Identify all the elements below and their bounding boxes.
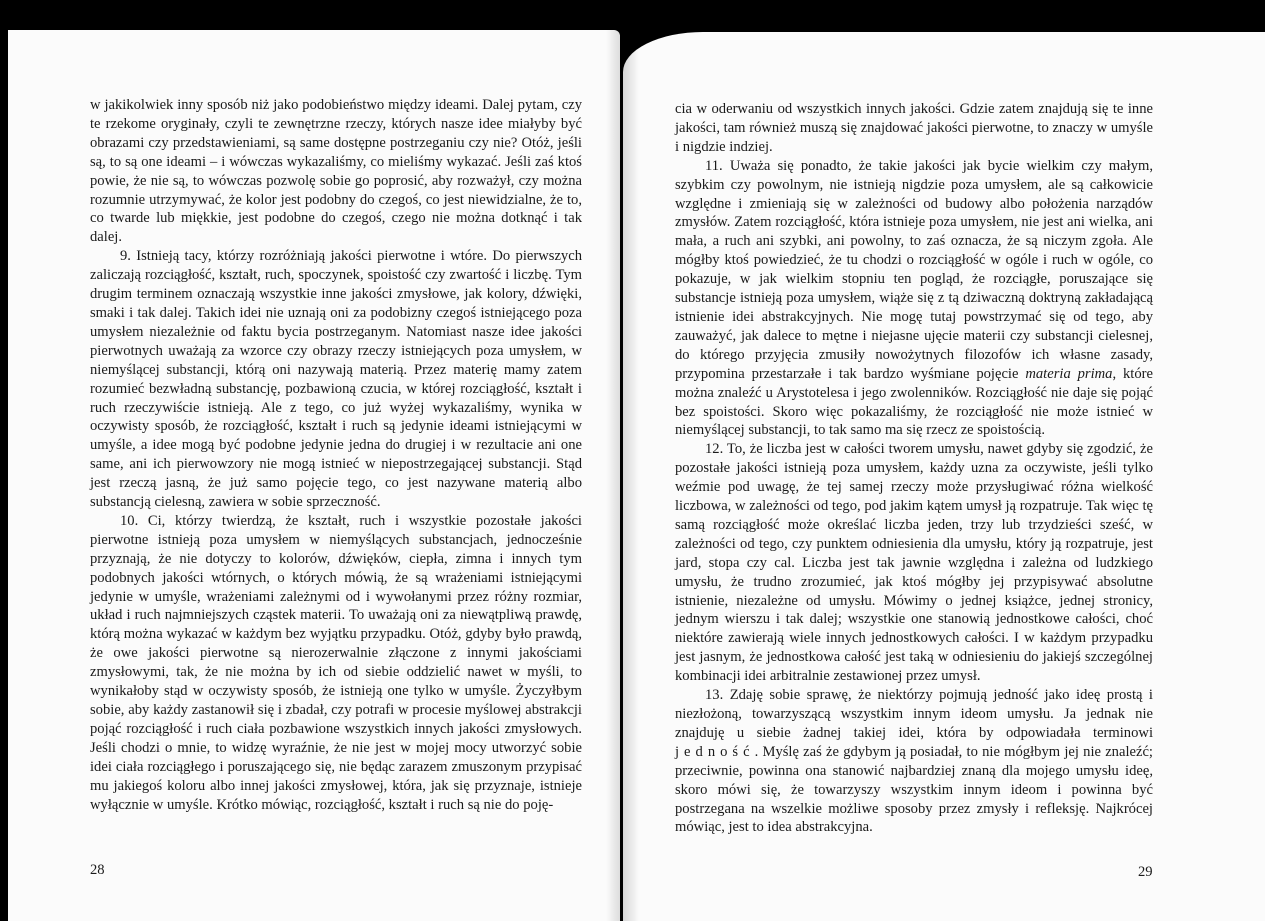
paragraph-right-2-start: 11. Uważa się ponadto, że takie jakości jak bycie wielkim czy małym, szybkim czy powolnym, nie istnieją nigdzie poza umysłem, ale są całkowicie względne i zmieniają się w zależności od budowy albo położenia narządów zmysłów. Zatem rozciągłość, która istnieje poza umysłem, nie jest ani wielka, ani mała, a ruch ani szybki, ani powolny, to zaś oznacza, że są niczym zgoła. Ale mógłby ktoś powiedzieć, że tu chodzi o rozciągłość w ogóle i ruch w ogóle, co pokazuje, w jak wielkim stopniu ten pogląd, że rozciągłe, poruszające się substancje istnieją poza umysłem, wiąże się z tą dziwaczną doktryną zakładającą istnienie idei abstrakcyjnych. Nie mogę tutaj powstrzymać się od tego, aby zauważyć, jak dalece to mętne i niejasne ujęcie materii czy substancji cielesnej, do którego przyjęcia zmusiły nowożytnych filozofów ich własne zasady, przypomina przestarzałe i tak bardzo wyśmiane pojęcie xyxy=(675,157,1153,382)
page-number-right: 29 xyxy=(1138,864,1153,880)
paragraph-right-4 xyxy=(675,686,1153,837)
paragraph-right-4-end: . Myślę zaś że gdybym ją posiadał, to nie mógłbym jej nie znaleźć; przeciwnie, powinna ona stanowić najbardziej znaną dla mojego umysłu ideę, skoro mówi się, że towarzyszy wszystkim innym ideom i powinna być postrzegana na wszelkie możliwe sposoby przez zmysły i refleksję. Najkrócej mówiąc, jest to idea abstrakcyjna. xyxy=(675,743,1153,836)
paragraph-left-3: 10. Ci, którzy twierdzą, że kształt, ruch i wszystkie pozostałe jakości pierwotne istnieją poza umysłem w niemyślących substancjach, jednocześnie przyznają, że nie dotyczy to kolorów, dźwięków, ciepła, zimna i innych tym podobnych jakości wtórnych, o których mówią, że są wrażeniami istniejącymi jedynie w umyśle, wrażeniami zależnymi od i wywołanymi przez różny rozmiar, układ i ruch najmniejszych cząstek materii. To uważają oni za niewątpliwą prawdę, którą można wykazać w każdym bez wyjątku przypadku. Otóż, gdyby było prawdą, że owe jakości pierwotne są nierozerwalnie złączone z innymi jakościami zmysłowymi, tak, że nie można by ich od siebie oddzielić nawet w myśli, to wynikałoby stąd w oczywisty sposób, że istnieją one tylko w umyśle. Życzyłbym sobie, aby każdy zastanowił się i zbadał, czy potrafi w procesie myślowej abstrakcji pojąć rozciągłość i ruch ciała pozbawione wszystkich innych jakości zmysłowych. Jeśli chodzi o mnie, to widzę wyraźnie, że nie jest w mojej mocy utworzyć sobie idei ciała rozciągłego i poruszającego się, nie będąc zarazem zmuszonym przypisać mu jakiegoś koloru albo innej jakości zmysłowej, która, jak się przyznaje, istnieje wyłącznie w umyśle. Krótko mówiąc, rozciągłość, kształt i ruch są nie do poję- xyxy=(90,512,582,813)
right-page xyxy=(623,32,1265,921)
paragraph-right-2 xyxy=(675,157,1153,441)
spaced-term: jedność xyxy=(675,743,755,760)
scan-edge-mark xyxy=(0,896,8,910)
italic-term: materia prima xyxy=(1025,365,1113,382)
paragraph-left-2: 9. Istnieją tacy, którzy rozróżniają jakości pierwotne i wtóre. Do pierwszych zaliczają rozciągłość, kształt, ruch, spoczynek, spoistość czy zwartość i liczbę. Tym drugim terminem oznaczają wszystkie inne jakości zmysłowe, jak kolory, dźwięki, smaki i tak dalej. Takich idei nie uznają oni za podobizny czegoś istniejącego poza umysłem niezależnie od faktu bycia postrzeganym. Natomiast nasze idee jakości pierwotnych uważają za wzorce czy obrazy rzeczy istniejących poza umysłem, w niemyślącej substancji, którą oni nazywają materią. Przez materię mamy zatem rozumieć bezwładną substancję, pozbawioną czucia, w której rozciągłość, kształt i ruch rzeczywiście istnieją. Ale z tego, co już wyżej wykazaliśmy, wynika w oczywisty sposób, że rozciągłość, kształt i ruch są jedynie ideami istniejącymi w umyśle, a idee mogą być podobne jedynie jedna do drugiej i w rezultacie ani one same, ani ich pierwowzory nie mogą istnieć w niepostrzegającej substancji. Stąd jest rzeczą jasną, że już samo pojęcie tego, co jest nazywane materią albo substancją cielesną, zawiera w sobie sprzeczność. xyxy=(90,248,582,511)
left-page-text xyxy=(90,96,582,814)
right-page-text xyxy=(675,100,1153,837)
paragraph-right-1: cia w oderwaniu od wszystkich innych jakości. Gdzie zatem znajdują się te inne jakości, tam również muszą się znajdować jakości pierwotne, to znaczy w umyśle i nigdzie indziej. xyxy=(675,101,1153,155)
gutter-shadow-right xyxy=(623,32,639,921)
paragraph-right-3: 12. To, że liczba jest w całości tworem umysłu, nawet gdyby się zgodzić, że pozostałe jakości istnieją poza umysłem, każdy uzna za oczywiste, jeśli tylko weźmie pod uwagę, że tej samej rzeczy może przysługiwać różna wielkość liczbowa, w zależności od tego, pod jakim kątem umysł ją rozpatruje. Tak więc tę samą rozciągłość może określać liczba jeden, trzy lub trzydzieści sześć, w zależności od tego, czy punktem odniesienia dla umysłu, który ją rozpatruje, jest jard, stopa czy cal. Liczba jest tak jawnie względna i zależna od ludzkiego umysłu, że trudno zrozumieć, jak ktoś mógłby jej przypisywać absolutne istnienie, niezależne od umysłu. Mówimy o jednej książce, jednej stronicy, jednym wierszu i tak dalej; wszystkie one stanowią jednostkowe całości, choć niektóre zawierają wiele innych jednostkowych całości. I w każdym przypadku jest jasnym, że jednostkowa całość jest taką w odniesieniu do jakiejś szczególnej kombinacji idei arbitralnie zestawionej przez umysł. xyxy=(675,441,1153,685)
paragraph-left-1: w jakikolwiek inny sposób niż jako podobieństwo między ideami. Dalej pytam, czy te rzekome oryginały, czyli te zewnętrzne rzeczy, których nasze idee miałyby być obrazami czy przedstawieniami, są same dostępne postrzeganiu czy nie? Otóż, jeśli są, to są one ideami – i wówczas wykazaliśmy, co mieliśmy wykazać. Jeśli zaś ktoś powie, że nie są, to wówczas pozwolę sobie go poprosić, aby rozważył, czy można rozumnie utrzymywać, że kolor jest podobny do czegoś, co jest niewidzialne, że to, co twarde lub miękkie, jest podobne do czegoś, czego nie można dotknąć i tak dalej. xyxy=(90,97,582,246)
paragraph-right-4-start: 13. Zdaję sobie sprawę, że niektórzy pojmują jedność jako ideę prostą i niezłożoną, towarzyszącą wszystkim innym ideom umysłu. Ja jednak nie znajduję u siebie żadnej takiej idei, która by odpowiadała terminowi xyxy=(675,687,1153,741)
left-page xyxy=(8,30,620,921)
paragraph-right-2-end: , które można znaleźć u Arystotelesa i jego zwolenników. Rozciągłość nie daje się pojąć bez spoistości. Skoro więc pokazaliśmy, że rozciągłość nie może istnieć w niemyślącej substancji, to tak samo ma się rzecz ze spoistością. xyxy=(675,365,1153,439)
gutter-shadow-left xyxy=(606,30,620,921)
page-number-left: 28 xyxy=(90,862,105,878)
